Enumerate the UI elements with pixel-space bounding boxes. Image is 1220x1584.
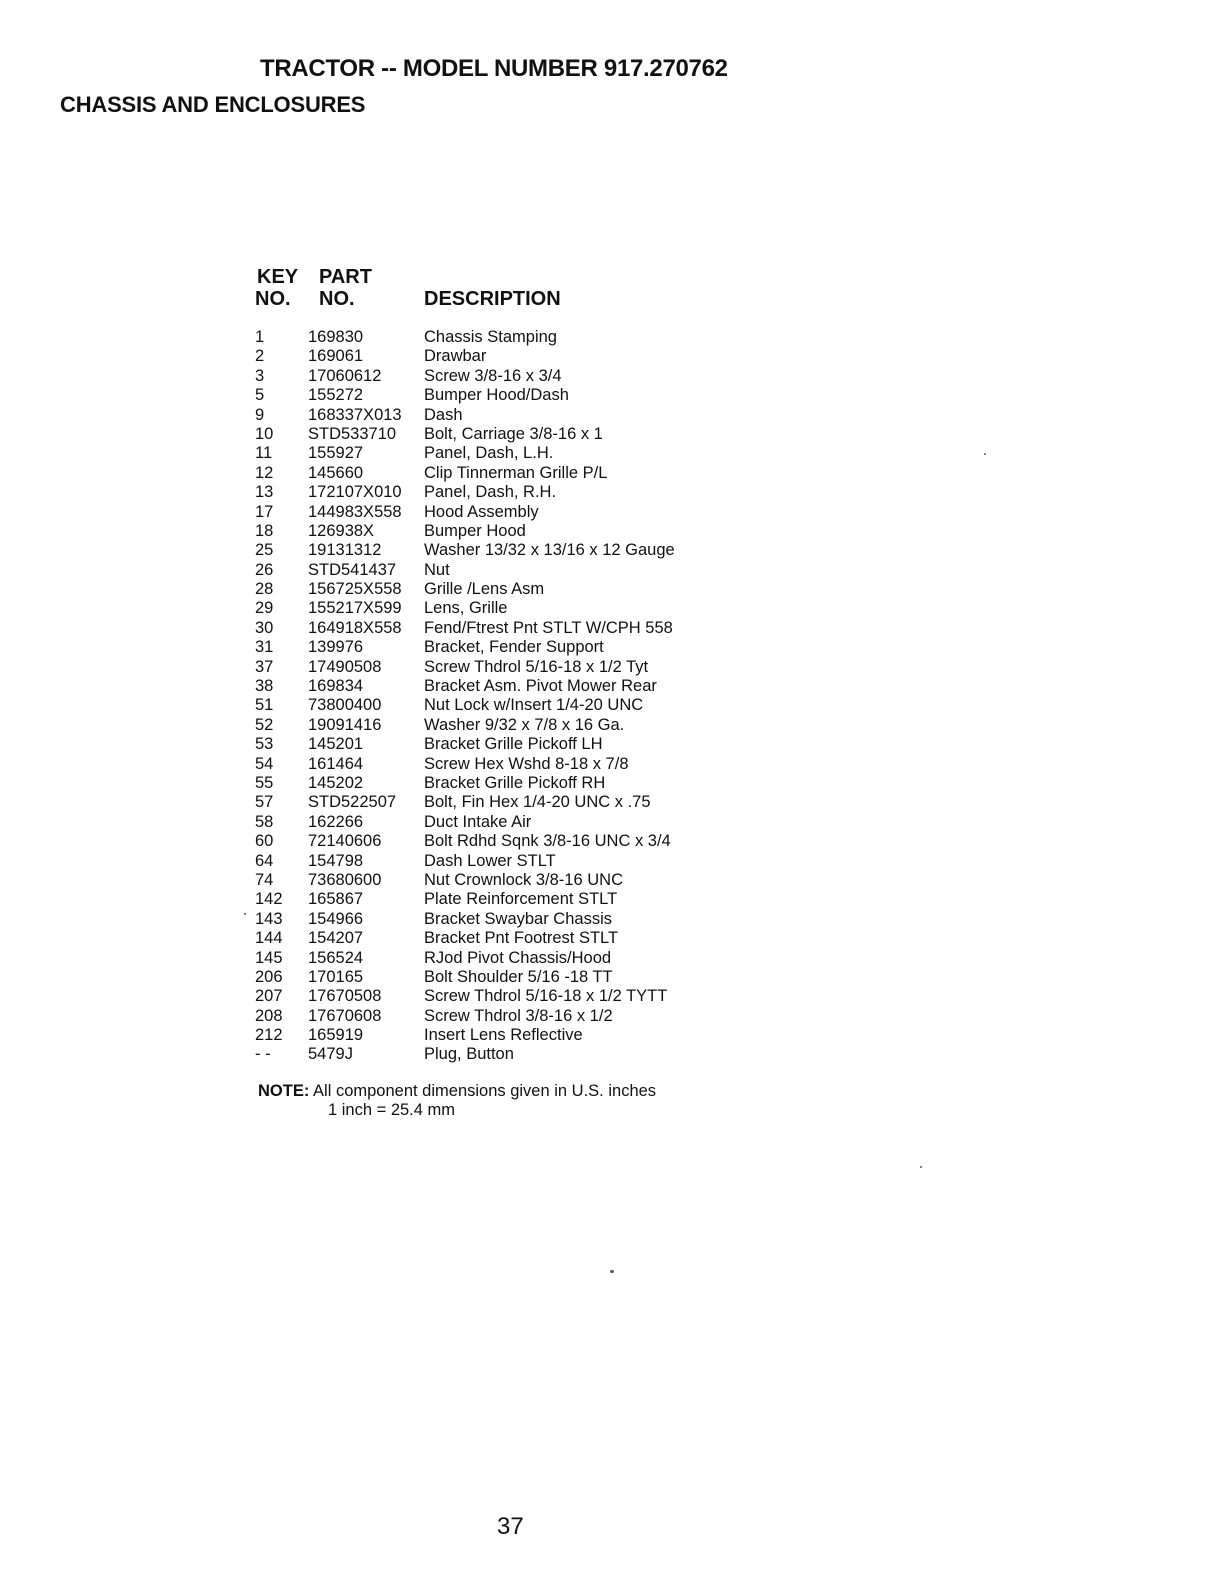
key-cell: 26 [255,560,274,579]
key-cell: 57 [255,793,274,812]
page-title: TRACTOR -- MODEL NUMBER 917.270762 [260,55,728,82]
description-cell: Panel, Dash, R.H. [424,483,557,502]
description-header: DESCRIPTION [424,288,561,310]
description-cell: Lens, Grille [424,599,508,618]
part-number-cell: 165867 [308,890,364,909]
key-header-line1: KEY [257,266,299,288]
part-number-cell: 155217X599 [308,599,402,618]
page-number: 37 [497,1513,524,1540]
key-cell: 74 [255,870,274,889]
key-cell: 54 [255,754,274,773]
description-cell: Bumper Hood/Dash [424,386,569,405]
section-title: CHASSIS AND ENCLOSURES [60,92,366,117]
key-cell: 28 [255,580,274,599]
description-cell: Hood Assembly [424,502,539,521]
description-cell: Bolt, Carriage 3/8-16 x 1 [424,424,603,443]
key-cell: 25 [255,541,274,560]
key-cell: 5 [255,386,265,405]
description-cell: Bolt Shoulder 5/16 -18 TT [424,967,613,986]
description-cell: Clip Tinnerman Grille P/L [424,463,608,482]
part-number-cell: 19131312 [308,541,382,560]
part-number-cell: 145660 [308,463,364,482]
part-number-cell: 72140606 [308,832,382,851]
part-number-cell: 155927 [308,444,364,463]
key-cell: 38 [255,677,274,696]
description-cell: Screw Hex Wshd 8-18 x 7/8 [424,754,629,773]
key-cell: 145 [255,948,283,967]
description-cell: Nut Crownlock 3/8-16 UNC [424,870,623,889]
key-cell: 13 [255,483,274,502]
description-cell: Screw Thdrol 3/8-16 x 1/2 [424,1006,613,1025]
note-line1: All component dimensions given in U.S. inches [313,1082,657,1100]
key-cell: 206 [255,967,283,986]
key-cell: 144 [255,929,283,948]
part-number-cell: 154207 [308,929,364,948]
part-number-cell: 17670508 [308,987,382,1006]
description-cell: Dash Lower STLT [424,851,556,870]
key-cell: 55 [255,773,274,792]
description-cell: Bracket Asm. Pivot Mower Rear [424,677,657,696]
description-cell: Nut [424,560,450,579]
part-number-cell: 73680600 [308,870,382,889]
part-number-cell: 17670608 [308,1006,382,1025]
description-cell: Screw Thdrol 5/16-18 x 1/2 TYTT [424,987,668,1006]
scan-speck [984,453,986,455]
part-number-cell: 5479J [308,1045,353,1064]
part-number-cell: 145201 [308,735,364,754]
key-cell: 2 [255,347,265,366]
scan-speck [244,913,246,915]
scan-speck [610,1270,614,1273]
description-cell: Duct Intake Air [424,812,532,831]
key-cell: 58 [255,812,274,831]
part-number-cell: 19091416 [308,715,382,734]
description-cell: Plug, Button [424,1045,514,1064]
key-cell: 207 [255,987,283,1006]
description-cell: Washer 13/32 x 13/16 x 12 Gauge [424,541,675,560]
key-cell: 29 [255,599,274,618]
key-cell: 10 [255,424,274,443]
key-cell: 51 [255,696,274,715]
key-cell: 3 [255,366,265,385]
part-number-cell: 162266 [308,812,364,831]
key-cell: 212 [255,1026,283,1045]
note-label: NOTE: [258,1082,310,1100]
part-number-cell: 168337X013 [308,405,402,424]
description-cell: Nut Lock w/Insert 1/4-20 UNC [424,696,644,715]
key-cell: 143 [255,909,283,928]
description-cell: Fend/Ftrest Pnt STLT W/CPH 558 [424,618,673,637]
description-cell: Bracket Swaybar Chassis [424,909,612,928]
part-number-cell: 144983X558 [308,502,402,521]
scan-speck [920,1166,922,1168]
key-cell: 11 [255,444,273,463]
key-cell: 37 [255,657,274,676]
key-cell: 64 [255,851,274,870]
description-cell: Washer 9/32 x 7/8 x 16 Ga. [424,715,625,734]
part-number-cell: 156725X558 [308,580,402,599]
key-cell: 17 [255,502,274,521]
key-cell: 142 [255,890,283,909]
note [258,1082,657,1119]
part-number-cell: 145202 [308,773,364,792]
part-number-cell: STD541437 [308,560,397,579]
key-cell: 52 [255,715,274,734]
key-cell: 53 [255,735,274,754]
description-cell: Chassis Stamping [424,328,557,346]
key-cell: 9 [255,405,265,424]
part-number-cell: 156524 [308,948,364,967]
key-cell: 208 [255,1006,283,1025]
key-cell: 30 [255,618,274,637]
key-header-line2: NO. [255,288,291,310]
key-cell: 60 [255,832,274,851]
description-cell: Bumper Hood [424,521,526,540]
description-cell: Bolt Rdhd Sqnk 3/8-16 UNC x 3/4 [424,832,671,851]
part-number-cell: 165919 [308,1026,364,1045]
description-cell: Panel, Dash, L.H. [424,444,554,463]
description-cell: Drawbar [424,347,487,366]
part-number-cell: 17490508 [308,657,382,676]
key-cell: 18 [255,521,274,540]
description-cell: RJod Pivot Chassis/Hood [424,948,612,967]
key-cell: 1 [255,328,265,346]
description-cell: Bracket Grille Pickoff LH [424,735,603,754]
part-number-cell: 172107X010 [308,483,402,502]
description-cell: Bracket Pnt Footrest STLT [424,929,619,948]
part-number-cell: 164918X558 [308,618,402,637]
description-cell: Bracket, Fender Support [424,638,604,657]
key-cell: 12 [255,463,274,482]
part-number-cell: 154966 [308,909,364,928]
description-cell: Screw Thdrol 5/16-18 x 1/2 Tyt [424,657,649,676]
part-number-cell: 169830 [308,328,364,346]
description-cell: Grille /Lens Asm [424,580,545,599]
key-cell: - - [255,1045,271,1064]
part-header-line2: NO. [319,288,355,310]
part-number-cell: 17060612 [308,366,382,385]
part-number-cell: 139976 [308,638,364,657]
part-number-cell: STD522507 [308,793,397,812]
part-number-cell: 169061 [308,347,364,366]
description-cell: Bolt, Fin Hex 1/4-20 UNC x .75 [424,793,651,812]
part-number-cell: 154798 [308,851,364,870]
part-header-line1: PART [319,266,372,288]
description-cell: Plate Reinforcement STLT [424,890,618,909]
description-cell: Screw 3/8-16 x 3/4 [424,366,562,385]
key-cell: 31 [255,638,274,657]
note-line2: 1 inch = 25.4 mm [328,1101,456,1119]
description-cell: Insert Lens Reflective [424,1026,583,1045]
part-number-cell: 126938X [308,521,375,540]
part-number-cell: 170165 [308,967,364,986]
part-number-cell: 73800400 [308,696,382,715]
part-number-cell: STD533710 [308,424,397,443]
part-number-cell: 155272 [308,386,364,405]
description-cell: Bracket Grille Pickoff RH [424,773,606,792]
part-number-cell: 161464 [308,754,364,773]
part-number-cell: 169834 [308,677,364,696]
description-cell: Dash [424,405,463,424]
